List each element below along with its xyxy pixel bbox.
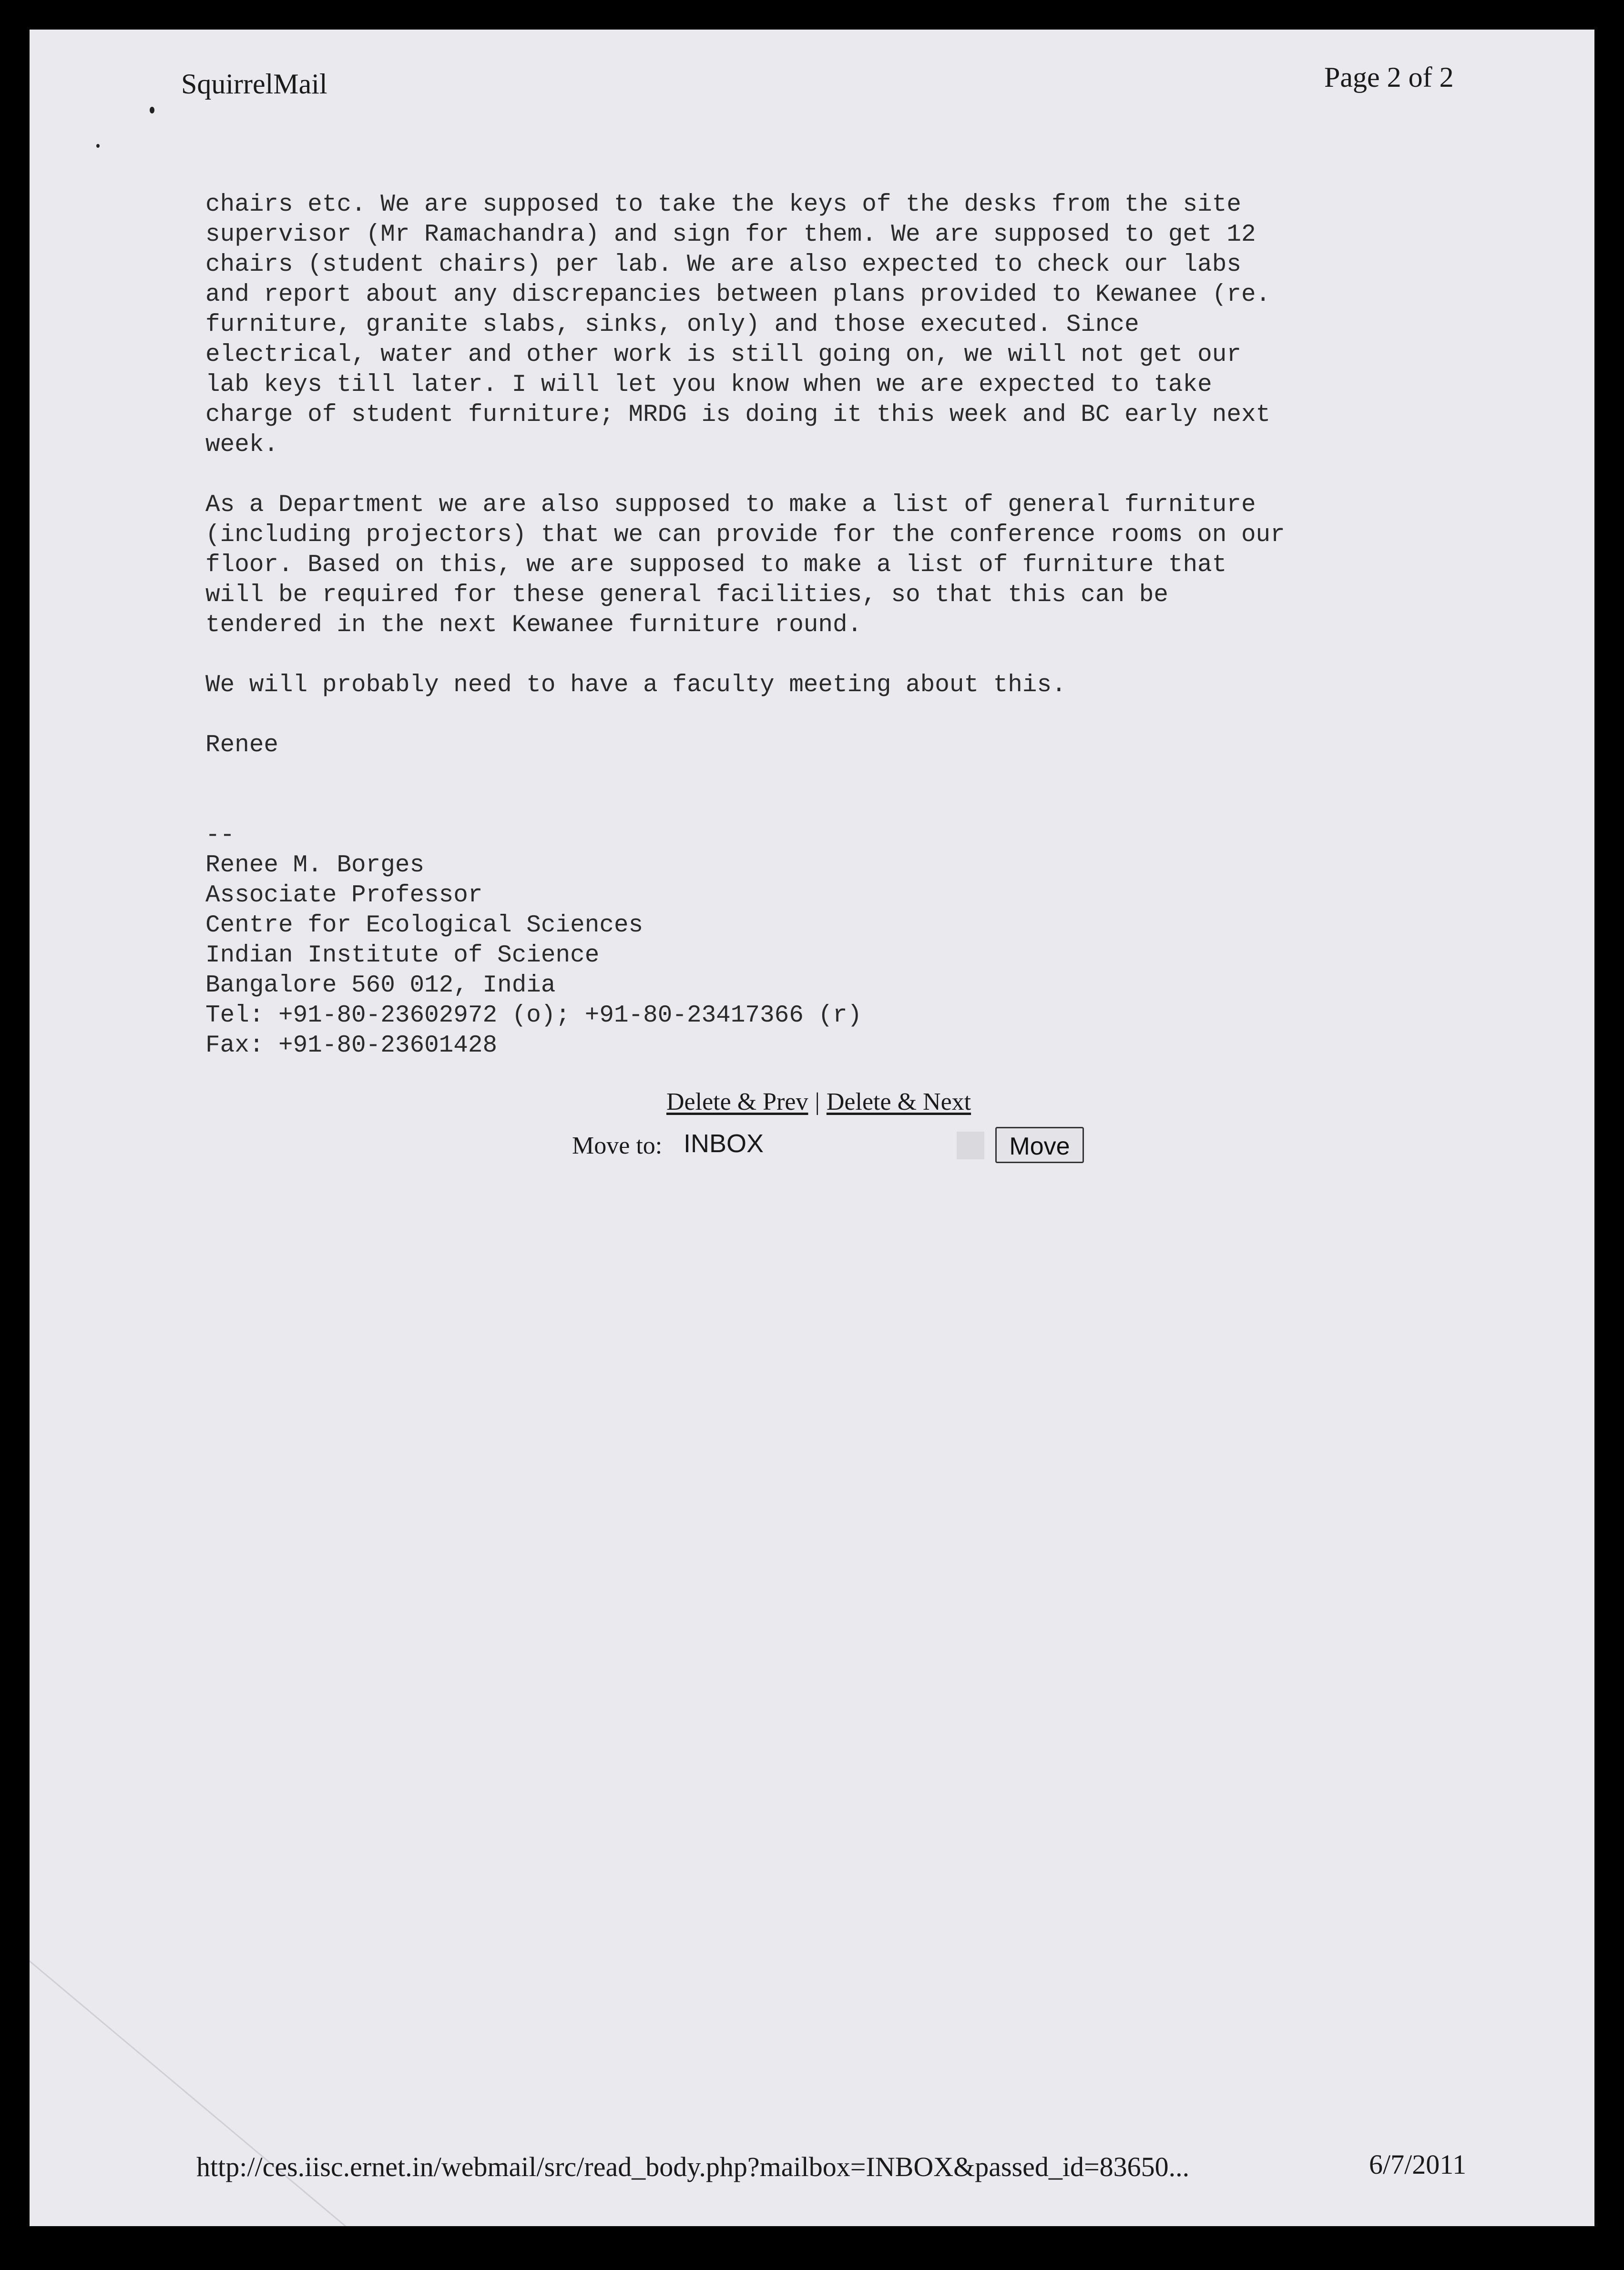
text-line: electrical, water and other work is still going on, we will not get our (205, 341, 1241, 368)
speck-mark (150, 107, 154, 113)
text-line: floor. Based on this, we are supposed to make a list of furniture that (205, 552, 1227, 579)
printed-page (30, 30, 1594, 2226)
text-line: and report about any discrepancies between plans provided to Kewanee (re. (205, 281, 1271, 308)
text-line: chairs etc. We are supposed to take the keys of the desks from the site (205, 191, 1241, 218)
signature-department: Centre for Ecological Sciences (205, 912, 643, 939)
footer-date: 6/7/2011 (1369, 2149, 1467, 2180)
signature-title: Associate Professor (205, 882, 483, 909)
delete-next-link[interactable]: Delete & Next (826, 1088, 971, 1115)
signature-institute: Indian Institute of Science (205, 942, 600, 969)
nav-separator: | (815, 1088, 820, 1115)
text-line: charge of student furniture; MRDG is doing it this week and BC early next (205, 401, 1271, 429)
text-line: lab keys till later. I will let you know when we are expected to take (205, 371, 1212, 399)
text-line: supervisor (Mr Ramachandra) and sign for them. We are supposed to get 12 (205, 221, 1256, 248)
message-nav (666, 1088, 971, 1116)
speck-mark (96, 144, 100, 148)
folder-select[interactable]: INBOX (684, 1129, 764, 1158)
text-line: chairs (student chairs) per lab. We are also expected to check our labs (205, 251, 1241, 278)
paper-crease (30, 1960, 358, 2226)
footer-url: http://ces.iisc.ernet.in/webmail/src/read_body.php?mailbox=INBOX&passed_id=83650... (196, 2151, 1190, 2182)
app-title: SquirrelMail (181, 68, 327, 100)
email-paragraph-1 (205, 190, 1435, 460)
signature-block (205, 850, 1435, 1061)
email-paragraph-3: We will probably need to have a faculty meeting about this. (205, 672, 1066, 699)
chevron-down-icon[interactable] (957, 1132, 984, 1159)
signature-name: Renee M. Borges (205, 852, 425, 879)
text-line: (including projectors) that we can provide for the conference rooms on our (205, 521, 1285, 549)
delete-prev-link[interactable]: Delete & Prev (666, 1088, 808, 1115)
signature-fax: Fax: +91-80-23601428 (205, 1032, 498, 1059)
move-button[interactable]: Move (995, 1127, 1084, 1163)
text-line: tendered in the next Kewanee furniture round. (205, 612, 862, 639)
signature-separator: -- (205, 822, 235, 849)
text-line: week. (205, 431, 279, 459)
text-line: As a Department we are also supposed to make a list of general furniture (205, 491, 1256, 519)
text-line: will be required for these general facilities, so that this can be (205, 582, 1168, 609)
signature-address: Bangalore 560 012, India (205, 972, 556, 999)
text-line: furniture, granite slabs, sinks, only) and those executed. Since (205, 311, 1139, 338)
signature-phone: Tel: +91-80-23602972 (o); +91-80-23417366 (r) (205, 1002, 862, 1029)
move-to-label: Move to: (572, 1132, 663, 1159)
email-paragraph-2 (205, 490, 1435, 640)
email-body (205, 190, 1435, 1061)
page-number: Page 2 of 2 (1324, 61, 1454, 93)
email-signoff: Renee (205, 732, 279, 759)
